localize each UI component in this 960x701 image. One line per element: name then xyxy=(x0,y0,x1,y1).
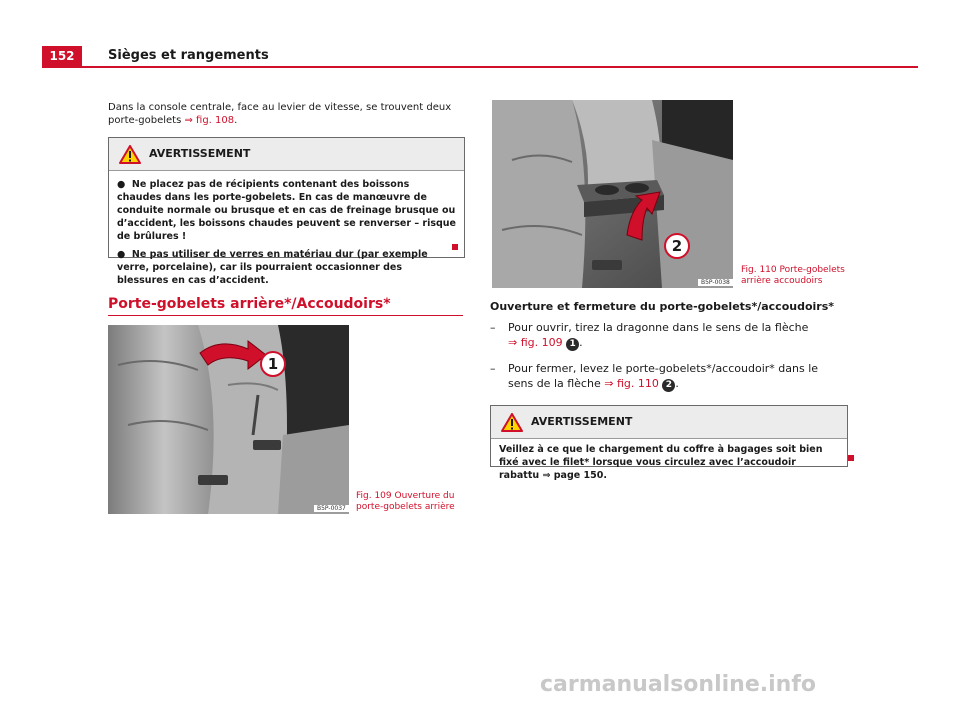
fig-109-photo xyxy=(108,325,349,514)
period: . xyxy=(675,377,679,390)
caption-line: Fig. 109 Ouverture du xyxy=(356,491,455,501)
caption-line: Fig. 110 Porte-gobelets xyxy=(741,265,845,275)
warning-triangle-icon xyxy=(501,413,523,432)
section-title: Porte-gobelets arrière*/Accoudoirs* xyxy=(108,296,391,312)
step-close xyxy=(490,361,840,392)
dash-marker: – xyxy=(490,321,496,334)
header-rule xyxy=(42,66,918,68)
watermark: carmanualsonline.info xyxy=(540,672,816,697)
figure-code: B5P-0037 xyxy=(314,505,349,512)
step-text: Pour ouvrir, tirez la dragonne dans le sens de la flèche xyxy=(508,321,809,334)
warning-item-text: Ne placez pas de récipients contenant des boissons chaudes dans les porte-gobelets. En cas de manœuvre de conduite normale ou brusque et en cas de freinage brusque ou d’accident, les boissons chaudes peuvent se renverser – risque de brûlures ! xyxy=(117,179,457,242)
fig-110-link[interactable]: ⇒ fig. 110 xyxy=(604,377,659,390)
chapter-title: Sièges et rangements xyxy=(108,48,269,63)
intro-text: Dans la console centrale, face au levier de vitesse, se trouvent deux porte-gobelets xyxy=(108,102,452,126)
page-number: 152 xyxy=(42,46,82,66)
fig-110-photo xyxy=(492,100,733,288)
warning-header xyxy=(491,406,847,439)
rear-seat-illustration xyxy=(108,325,349,514)
fig-110-caption xyxy=(741,265,845,287)
warning-item xyxy=(117,248,456,287)
callout-1-marker: 1 xyxy=(260,351,286,377)
fig-109-caption xyxy=(356,491,455,513)
warning-box-cupholders xyxy=(108,137,465,286)
section-rule xyxy=(108,315,463,316)
caption-line: porte-gobelets arrière xyxy=(356,502,455,512)
intro-paragraph xyxy=(108,101,468,127)
caption-line: arrière accoudoirs xyxy=(741,276,823,286)
fig-109-link[interactable]: ⇒ fig. 109 xyxy=(508,336,563,349)
warning-body xyxy=(491,439,847,488)
period: . xyxy=(579,336,583,349)
step-open xyxy=(490,320,840,351)
warning-title: AVERTISSEMENT xyxy=(531,415,633,428)
end-of-section-marker xyxy=(848,455,854,461)
callout-2-marker: 2 xyxy=(664,233,690,259)
bullet-icon: ● xyxy=(117,249,126,260)
intro-tail: . xyxy=(234,115,238,126)
bullet-icon: ● xyxy=(117,179,126,190)
warning-item-text: Ne pas utiliser de verres en matériau dur (par exemple verre, porcelaine), car ils pourraient occasionner des blessures en cas d’accident. xyxy=(117,249,428,286)
warning-triangle-icon xyxy=(119,145,141,164)
warning-text: Veillez à ce que le chargement du coffre à bagages soit bien fixé avec le filet* lorsque vous circulez avec l’accoudoir rabattu ⇒ page 150. xyxy=(499,444,823,481)
subsection-title: Ouverture et fermeture du porte-gobelets*/accoudoirs* xyxy=(490,300,835,313)
warning-item xyxy=(117,178,456,243)
warning-title: AVERTISSEMENT xyxy=(149,147,251,160)
figure-code: B5P-0038 xyxy=(698,279,733,286)
intro-fig-link[interactable]: ⇒ fig. 108 xyxy=(184,115,235,126)
callout-1-icon: 1 xyxy=(566,338,579,351)
warning-box-luggage xyxy=(490,405,848,481)
dash-marker: – xyxy=(490,362,496,375)
rear-armrest-illustration xyxy=(492,100,733,288)
callout-2-icon: 2 xyxy=(662,379,675,392)
step-text: Pour fermer, levez le porte-gobelets*/accoudoir* dans le sens de la flèche xyxy=(508,362,819,390)
warning-header xyxy=(109,138,464,171)
end-of-section-marker xyxy=(452,244,458,250)
warning-body xyxy=(109,171,464,298)
